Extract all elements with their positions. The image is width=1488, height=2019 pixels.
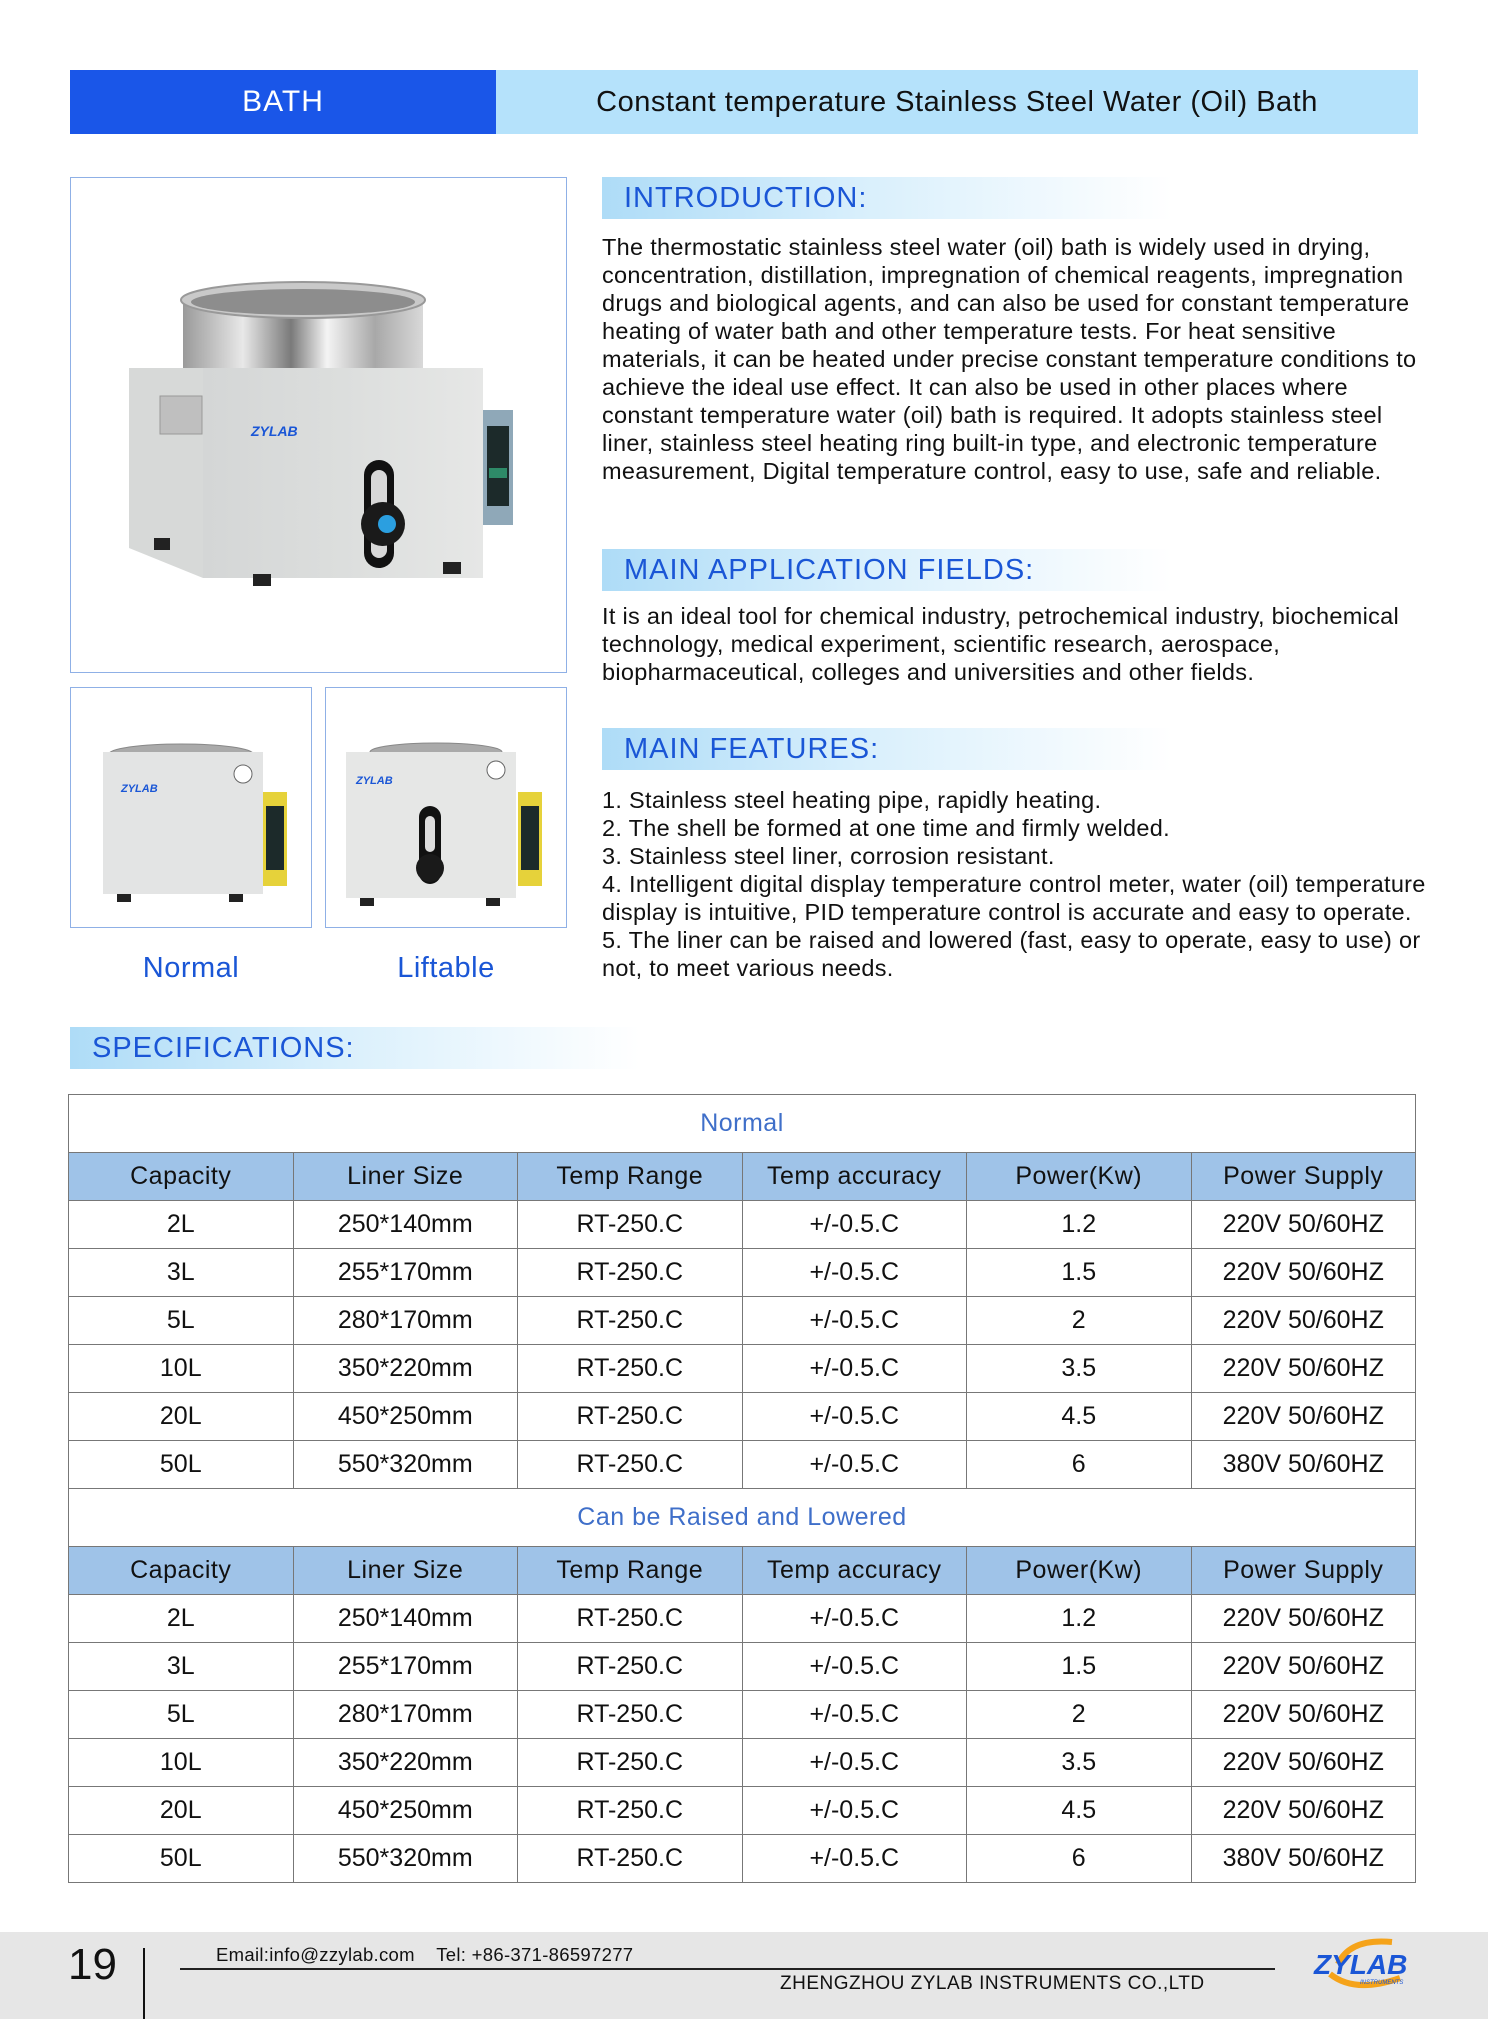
normal-caption: Normal <box>142 952 240 984</box>
column-header: Temp Range <box>518 1153 743 1201</box>
normal-model-image <box>70 687 312 928</box>
table-cell: 380V 50/60HZ <box>1191 1835 1416 1883</box>
table-cell: 50L <box>69 1441 294 1489</box>
feature-item: 1. Stainless steel heating pipe, rapidly heating. <box>602 787 1102 813</box>
table-cell: 20L <box>69 1393 294 1441</box>
table-cell: +/-0.5.C <box>742 1345 967 1393</box>
table-row <box>69 1249 1416 1297</box>
specifications-table-container <box>68 1094 1416 1883</box>
table-cell: 2L <box>69 1595 294 1643</box>
table-cell: 220V 50/60HZ <box>1191 1691 1416 1739</box>
page-number: 19 <box>68 1940 117 1989</box>
liftable-bath-illustration <box>326 688 565 926</box>
table-cell: RT-250.C <box>518 1739 743 1787</box>
table-cell: RT-250.C <box>518 1787 743 1835</box>
table-cell: 1.2 <box>967 1201 1192 1249</box>
table-cell: 2L <box>69 1201 294 1249</box>
table-cell: 3L <box>69 1643 294 1691</box>
table-cell: 380V 50/60HZ <box>1191 1441 1416 1489</box>
table-cell: 220V 50/60HZ <box>1191 1393 1416 1441</box>
features-list <box>602 786 1434 982</box>
applications-text: It is an ideal tool for chemical industry, petrochemical industry, biochemical technology, medical experiment, scientific research, aerospace, biopharmaceutical, colleges and universities and other fields. <box>602 603 1400 685</box>
table-row <box>69 1835 1416 1883</box>
brand-logo: ZYLAB <box>251 423 298 439</box>
table-cell: RT-250.C <box>518 1345 743 1393</box>
table-cell: 450*250mm <box>293 1393 518 1441</box>
feature-item: 2. The shell be formed at one time and firmly welded. <box>602 815 1171 841</box>
page-title: Constant temperature Stainless Steel Water (Oil) Bath <box>496 70 1418 134</box>
table-group-label: Can be Raised and Lowered <box>69 1489 1416 1547</box>
table-cell: 3.5 <box>967 1345 1192 1393</box>
table-cell: 280*170mm <box>293 1691 518 1739</box>
table-cell: 10L <box>69 1739 294 1787</box>
category-label: BATH <box>70 70 496 134</box>
table-cell: RT-250.C <box>518 1643 743 1691</box>
table-cell: 220V 50/60HZ <box>1191 1201 1416 1249</box>
footer-divider <box>143 1948 145 2019</box>
table-group-row <box>69 1489 1416 1547</box>
brand-logo: ZYLAB <box>121 783 158 795</box>
feature-item: 5. The liner can be raised and lowered (fast, easy to operate, easy to use) or not, to meet various needs. <box>602 927 1421 981</box>
table-cell: 255*170mm <box>293 1249 518 1297</box>
table-cell: RT-250.C <box>518 1249 743 1297</box>
table-cell: RT-250.C <box>518 1393 743 1441</box>
table-cell: 2 <box>967 1691 1192 1739</box>
table-cell: 20L <box>69 1787 294 1835</box>
table-cell: 4.5 <box>967 1393 1192 1441</box>
table-cell: 220V 50/60HZ <box>1191 1787 1416 1835</box>
table-cell: 220V 50/60HZ <box>1191 1297 1416 1345</box>
table-row <box>69 1643 1416 1691</box>
table-cell: 6 <box>967 1441 1192 1489</box>
column-header: Power Supply <box>1191 1153 1416 1201</box>
table-cell: 250*140mm <box>293 1595 518 1643</box>
table-cell: 50L <box>69 1835 294 1883</box>
features-heading: MAIN FEATURES: <box>602 728 1172 770</box>
table-cell: 1.5 <box>967 1643 1192 1691</box>
footer-rule <box>180 1968 1275 1970</box>
column-header: Capacity <box>69 1153 294 1201</box>
table-cell: +/-0.5.C <box>742 1835 967 1883</box>
table-cell: 280*170mm <box>293 1297 518 1345</box>
table-cell: 220V 50/60HZ <box>1191 1739 1416 1787</box>
table-cell: 3.5 <box>967 1739 1192 1787</box>
table-cell: RT-250.C <box>518 1595 743 1643</box>
table-row <box>69 1691 1416 1739</box>
table-cell: 220V 50/60HZ <box>1191 1345 1416 1393</box>
footer-company: ZHENGZHOU ZYLAB INSTRUMENTS CO.,LTD <box>780 1973 1205 1994</box>
table-cell: +/-0.5.C <box>742 1739 967 1787</box>
column-header: Capacity <box>69 1547 294 1595</box>
table-cell: +/-0.5.C <box>742 1249 967 1297</box>
table-cell: 10L <box>69 1345 294 1393</box>
logo-text: ZYLAB <box>1314 1949 1408 1980</box>
introduction-text: The thermostatic stainless steel water (oil) bath is widely used in drying, concentration, distillation, impregnation of chemical reagents, impregnation drugs and biological agents, and can also be used for constant temperature heating of water bath and other temperature tests. For heat sensitive materials, it can be heated under precise constant temperature conditions to achieve the ideal use effect. It can also be used in other places where constant temperature water (oil) bath is required. It adopts stainless steel liner, stainless steel heating ring built-in type, and electronic temperature measurement, Digital temperature control, easy to use, safe and reliable. <box>602 234 1417 484</box>
table-cell: 550*320mm <box>293 1835 518 1883</box>
table-cell: 5L <box>69 1691 294 1739</box>
brand-logo: ZYLAB <box>356 775 393 787</box>
table-cell: 3L <box>69 1249 294 1297</box>
table-row <box>69 1201 1416 1249</box>
table-cell: RT-250.C <box>518 1691 743 1739</box>
table-cell: 220V 50/60HZ <box>1191 1643 1416 1691</box>
table-row <box>69 1297 1416 1345</box>
column-header: Power Supply <box>1191 1547 1416 1595</box>
table-row <box>69 1595 1416 1643</box>
table-cell: 2 <box>967 1297 1192 1345</box>
table-cell: +/-0.5.C <box>742 1393 967 1441</box>
table-cell: +/-0.5.C <box>742 1595 967 1643</box>
column-header: Power(Kw) <box>967 1153 1192 1201</box>
table-row <box>69 1787 1416 1835</box>
table-cell: 4.5 <box>967 1787 1192 1835</box>
column-header: Power(Kw) <box>967 1547 1192 1595</box>
table-header-row <box>69 1547 1416 1595</box>
introduction-heading: INTRODUCTION: <box>602 177 1172 219</box>
table-cell: 450*250mm <box>293 1787 518 1835</box>
table-cell: 220V 50/60HZ <box>1191 1595 1416 1643</box>
table-cell: 1.2 <box>967 1595 1192 1643</box>
column-header: Liner Size <box>293 1547 518 1595</box>
main-product-image <box>70 177 567 673</box>
table-group-label: Normal <box>69 1095 1416 1153</box>
column-header: Temp accuracy <box>742 1547 967 1595</box>
specifications-table <box>68 1094 1416 1883</box>
table-cell: 255*170mm <box>293 1643 518 1691</box>
table-cell: RT-250.C <box>518 1201 743 1249</box>
table-cell: +/-0.5.C <box>742 1297 967 1345</box>
table-row <box>69 1739 1416 1787</box>
table-cell: 220V 50/60HZ <box>1191 1249 1416 1297</box>
table-cell: 350*220mm <box>293 1739 518 1787</box>
normal-bath-illustration <box>71 688 310 926</box>
zylab-logo <box>1300 1934 1430 1994</box>
table-cell: 5L <box>69 1297 294 1345</box>
table-cell: RT-250.C <box>518 1835 743 1883</box>
feature-item: 4. Intelligent digital display temperature control meter, water (oil) temperature display is intuitive, PID temperature control is accurate and easy to operate. <box>602 871 1426 925</box>
liftable-model-image <box>325 687 567 928</box>
specifications-heading: SPECIFICATIONS: <box>70 1027 640 1069</box>
liftable-caption: Liftable <box>397 952 495 984</box>
table-cell: 550*320mm <box>293 1441 518 1489</box>
column-header: Liner Size <box>293 1153 518 1201</box>
footer-contact: Email:info@zzylab.com Tel: +86-371-86597277 <box>216 1944 634 1965</box>
table-cell: 250*140mm <box>293 1201 518 1249</box>
table-cell: +/-0.5.C <box>742 1201 967 1249</box>
table-cell: +/-0.5.C <box>742 1441 967 1489</box>
column-header: Temp accuracy <box>742 1153 967 1201</box>
table-cell: +/-0.5.C <box>742 1643 967 1691</box>
zylab-logo-icon <box>1300 1934 1430 1994</box>
applications-heading: MAIN APPLICATION FIELDS: <box>602 549 1172 591</box>
table-group-row <box>69 1095 1416 1153</box>
table-cell: +/-0.5.C <box>742 1787 967 1835</box>
table-cell: 6 <box>967 1835 1192 1883</box>
table-cell: RT-250.C <box>518 1441 743 1489</box>
table-cell: 350*220mm <box>293 1345 518 1393</box>
table-row <box>69 1345 1416 1393</box>
table-row <box>69 1393 1416 1441</box>
table-header-row <box>69 1153 1416 1201</box>
table-cell: RT-250.C <box>518 1297 743 1345</box>
table-cell: 1.5 <box>967 1249 1192 1297</box>
logo-subtext: INSTRUMENTS <box>1360 1980 1404 1986</box>
feature-item: 3. Stainless steel liner, corrosion resistant. <box>602 843 1055 869</box>
table-cell: +/-0.5.C <box>742 1691 967 1739</box>
table-row <box>69 1441 1416 1489</box>
column-header: Temp Range <box>518 1547 743 1595</box>
water-bath-illustration <box>71 178 565 671</box>
